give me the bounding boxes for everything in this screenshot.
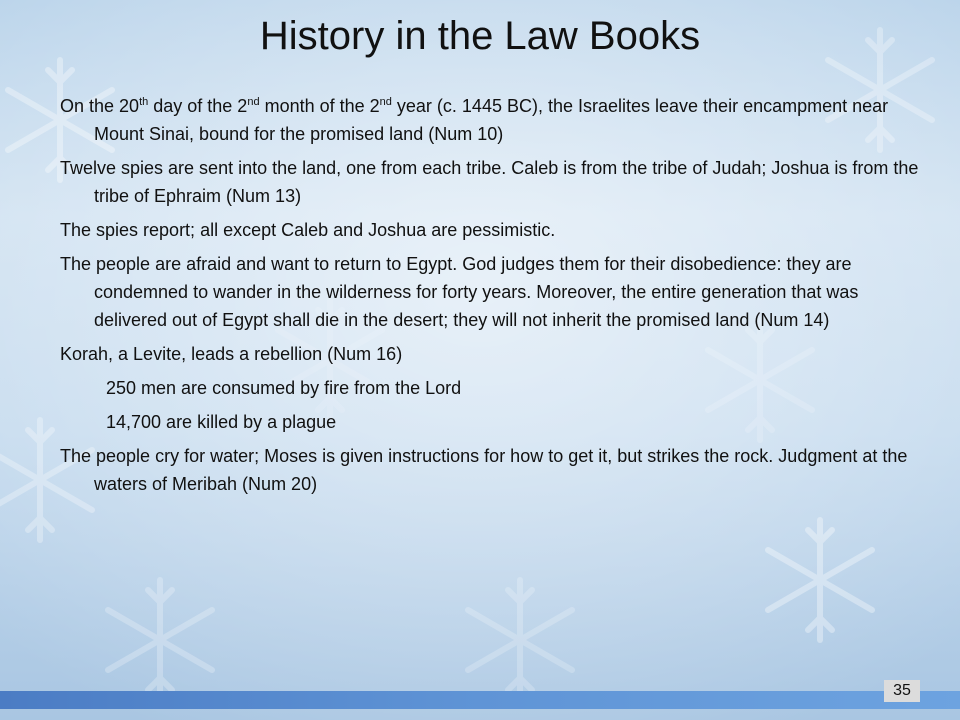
- ordinal-suffix: nd: [379, 96, 392, 108]
- page-number: 35: [884, 680, 920, 702]
- sub-item-plague: 14,700 are killed by a plague: [106, 412, 337, 432]
- para1-text-b: day of the 2: [148, 96, 248, 116]
- paragraph-meribah: The people cry for water; Moses is given instructions for how to get it, but strikes the rock. Judgment at the waters of Meribah (Num 20): [60, 446, 908, 494]
- slide-title: History in the Law Books: [259, 14, 701, 58]
- para1-text-a: On the 20: [60, 96, 140, 116]
- para1-text-c: month of the 2: [259, 96, 380, 116]
- paragraph-judgment: The people are afraid and want to return to Egypt. God judges them for their disobedience: they are condemned to wander in the wilderness for forty years. Moreover, the entire generation that was delivered out of Egypt shall die in the desert; they will not inherit the promised land (Num 14): [60, 254, 859, 330]
- footer-bar: [0, 691, 960, 709]
- paragraph-spies-sent: Twelve spies are sent into the land, one from each tribe. Caleb is from the tribe of Judah; Joshua is from the tribe of Ephraim (Num 13): [60, 158, 919, 206]
- slide-body: [60, 92, 920, 504]
- paragraph-departure: [60, 92, 920, 148]
- ordinal-suffix: th: [139, 96, 149, 108]
- sub-item-fire: 250 men are consumed by fire from the Lord: [106, 378, 462, 398]
- ordinal-suffix: nd: [247, 96, 260, 108]
- para1-text-d: year (c. 1445 BC), the Israelites leave their encampment near Mount Sinai, bound for the promised land (Num 10): [94, 96, 889, 144]
- paragraph-korah: Korah, a Levite, leads a rebellion (Num 16): [60, 344, 403, 364]
- paragraph-spies-report: The spies report; all except Caleb and Joshua are pessimistic.: [60, 220, 556, 240]
